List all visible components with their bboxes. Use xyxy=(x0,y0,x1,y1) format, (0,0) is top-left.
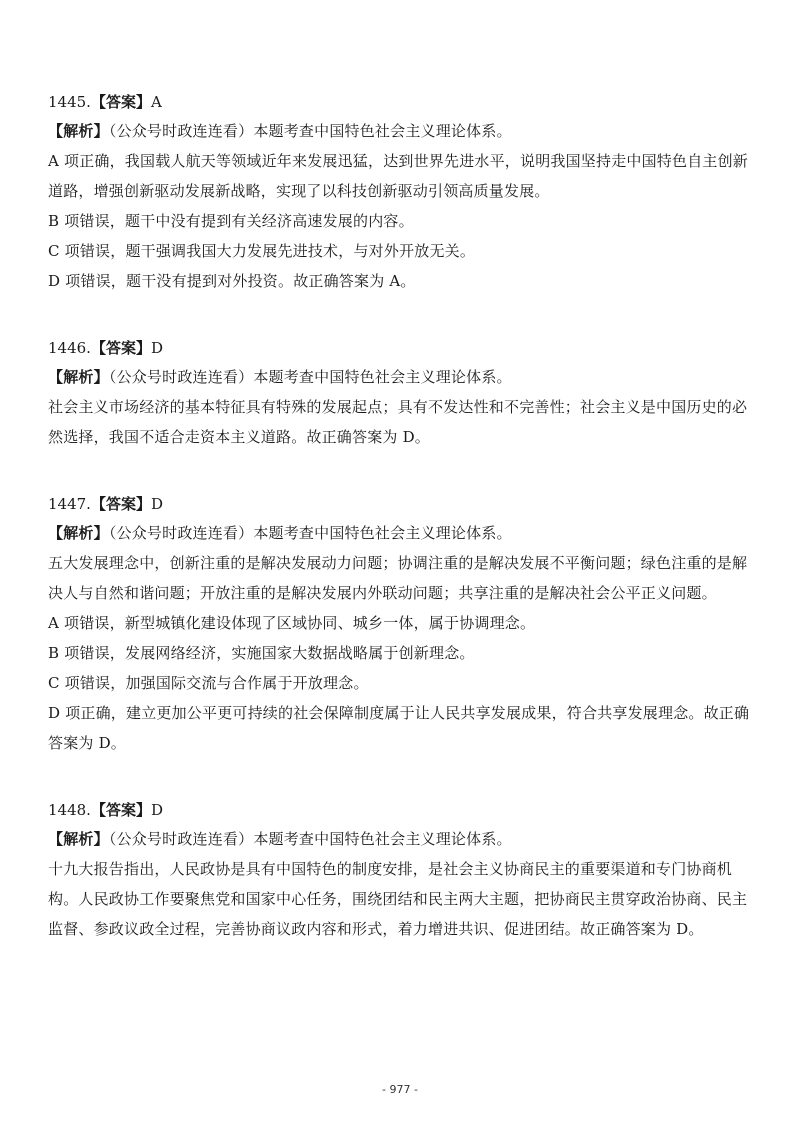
question-1447 xyxy=(48,490,752,758)
analysis-intro: 【解析】（公众号时政连连看）本题考查中国特色社会主义理论体系。 xyxy=(48,830,512,848)
answer-label: 【答案】 xyxy=(90,801,151,819)
question-1446 xyxy=(48,334,752,452)
question-number: 1447. xyxy=(48,495,91,513)
analysis-line: B 项错误，题干中没有提到有关经济高速发展的内容。 xyxy=(48,212,414,230)
answer-label: 【答案】 xyxy=(90,339,151,357)
analysis-line: C 项错误，加强国际交流与合作属于开放理念。 xyxy=(48,674,369,692)
answer-value: D xyxy=(150,495,163,513)
analysis-intro: 【解析】（公众号时政连连看）本题考查中国特色社会主义理论体系。 xyxy=(48,368,512,386)
question-header xyxy=(48,88,752,116)
analysis-intro: 【解析】（公众号时政连连看）本题考查中国特色社会主义理论体系。 xyxy=(48,122,512,140)
analysis-line: A 项错误，新型城镇化建设体现了区域协同、城乡一体，属于协调理念。 xyxy=(48,614,536,632)
document-page xyxy=(48,88,752,982)
analysis-label: 【解析】 xyxy=(48,524,109,542)
question-number: 1448. xyxy=(48,801,91,819)
analysis-line: D 项错误，题干没有提到对外投资。故正确答案为 A。 xyxy=(48,272,416,290)
question-number: 1446. xyxy=(48,339,91,357)
analysis-line: 十九大报告指出，人民政协是具有中国特色的制度安排，是社会主义协商民主的重要渠道和专门协商机构。人民政协工作要聚焦党和国家中心任务，围绕团结和民主两大主题，把协商民主贯穿政治协商、民主监督、参政议政全过程，完善协商议政内容和形式，着力增进共识、促进团结。故正确答案为 D。 xyxy=(48,860,748,938)
answer-value: D xyxy=(150,339,163,357)
analysis-line: D 项正确，建立更加公平更可持续的社会保障制度属于让人民共享发展成果，符合共享发展理念。故正确答案为 D。 xyxy=(48,704,750,752)
analysis-line: B 项错误，发展网络经济，实施国家大数据战略属于创新理念。 xyxy=(48,644,475,662)
question-1448 xyxy=(48,796,752,944)
answer-value: A xyxy=(150,93,162,111)
question-1445 xyxy=(48,88,752,296)
answer-label: 【答案】 xyxy=(90,93,151,111)
question-header xyxy=(48,490,752,518)
question-number: 1445. xyxy=(48,93,91,111)
analysis-line: 五大发展理念中，创新注重的是解决发展动力问题；协调注重的是解决发展不平衡问题；绿色注重的是解决人与自然和谐问题；开放注重的是解决发展内外联动问题；共享注重的是解决社会公平正义问题。 xyxy=(48,554,748,602)
analysis-line: 社会主义市场经济的基本特征具有特殊的发展起点；具有不发达性和不完善性；社会主义是中国历史的必然选择，我国不适合走资本主义道路。故正确答案为 D。 xyxy=(48,398,748,446)
answer-value: D xyxy=(150,801,163,819)
analysis-line: A 项正确，我国载人航天等领域近年来发展迅猛，达到世界先进水平，说明我国坚持走中国特色自主创新道路，增强创新驱动发展新战略，实现了以科技创新驱动引领高质量发展。 xyxy=(48,152,749,200)
question-header xyxy=(48,796,752,824)
analysis-line: C 项错误，题干强调我国大力发展先进技术，与对外开放无关。 xyxy=(48,242,476,260)
page-number: - 977 - xyxy=(382,1083,418,1096)
analysis-label: 【解析】 xyxy=(48,122,109,140)
analysis-label: 【解析】 xyxy=(48,830,109,848)
analysis-intro: 【解析】（公众号时政连连看）本题考查中国特色社会主义理论体系。 xyxy=(48,524,512,542)
analysis-label: 【解析】 xyxy=(48,368,109,386)
answer-label: 【答案】 xyxy=(90,495,151,513)
question-header xyxy=(48,334,752,362)
